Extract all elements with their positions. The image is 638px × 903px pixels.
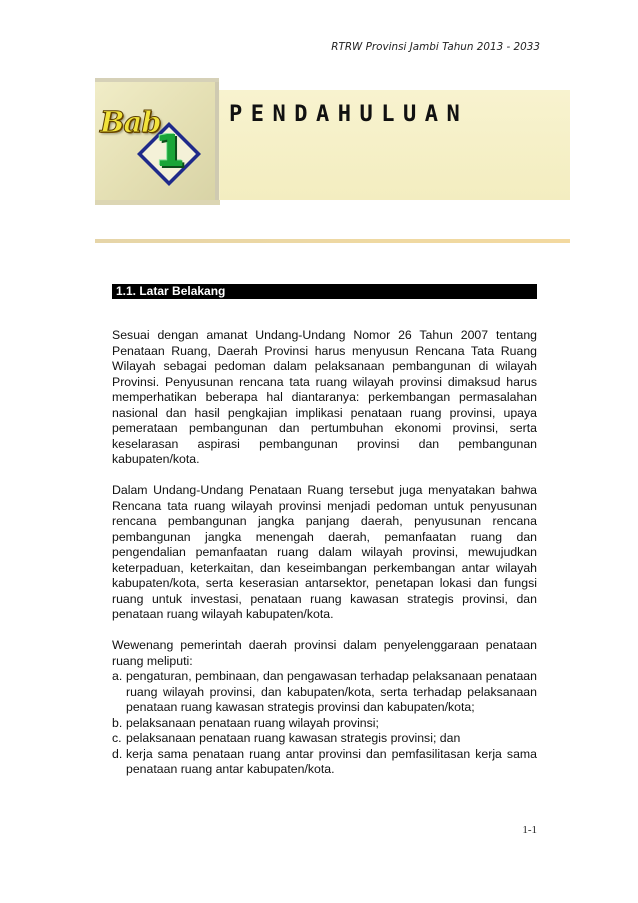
section-heading: 1.1. Latar Belakang [112, 284, 537, 299]
chapter-badge-bottom-edge [95, 200, 220, 205]
list-item-text: kerja sama penataan ruang antar provinsi dan pemfasilitasan kerja sama penataan ruang antar kabupaten/kota. [126, 746, 537, 776]
list-marker: b. [112, 715, 123, 730]
list-item [112, 747, 537, 778]
running-header: RTRW Provinsi Jambi Tahun 2013 - 2033 [331, 41, 540, 53]
authority-list [112, 669, 537, 778]
list-item-text: pelaksanaan penataan ruang kawasan strategis provinsi; dan [126, 731, 461, 745]
chapter-number: 1 [154, 126, 186, 177]
chapter-badge-shadow [215, 78, 219, 203]
list-marker: d. [112, 746, 123, 761]
list-item-text: pengaturan, pembinaan, dan pengawasan terhadap pelaksanaan penataan ruang wilayah provinsi, dan kabupaten/kota, serta terhadap pelaksanaan penataan ruang kawasan strategis provinsi dan kabupaten/kota; [126, 669, 537, 714]
paragraph-2: Dalam Undang-Undang Penataan Ruang tersebut juga menyatakan bahwa Rencana tata ruang wilayah provinsi menjadi pedoman untuk penyusunan rencana pembangunan jangka panjang daerah, penyusunan rencana pembangunan jangka menengah daerah, pemanfaatan ruang dan pengendalian pemanfaatan ruang dalam wilayah provinsi, mewujudkan keterpaduan, keterkaitan, dan keseimbangan perkembangan antar wilayah kabupaten/kota, serta keserasian antarsektor, penetapan lokasi dan fungsi ruang untuk investasi, penataan ruang kawasan strategis provinsi, dan penataan ruang wilayah kabupaten/kota. [112, 483, 537, 621]
list-item [112, 731, 537, 747]
list-item-text: pelaksanaan penataan ruang wilayah provinsi; [126, 715, 379, 730]
paragraph-1: Sesuai dengan amanat Undang-Undang Nomor 26 Tahun 2007 tentang Penataan Ruang, Daerah Provinsi harus menyusun Rencana Tata Ruang Wilayah sebagai pedoman dalam pelaksanaan pembangunan di wilayah Provinsi. Penyusunan rencana tata ruang wilayah provinsi dimaksud harus memperhatikan beberapa hal diantaranya: perkembangan permasalahan nasional dan hasil pengkajian implikasi penataan ruang provinsi, upaya pemerataan pembangunan dan pertumbuhan ekonomi provinsi, serta keselarasan aspirasi pembangunan provinsi dan pembangunan kabupaten/kota. [112, 328, 537, 466]
chapter-bab-label: Bab [100, 105, 161, 139]
list-marker: a. [112, 669, 123, 683]
list-item [112, 716, 537, 732]
chapter-divider [95, 239, 570, 243]
chapter-title: PENDAHULUAN [229, 102, 469, 127]
chapter-badge-top-edge [95, 78, 219, 82]
paragraph-3: Wewenang pemerintah daerah provinsi dalam penyelenggaraan penataan ruang meliputi: [112, 638, 537, 668]
list-item [112, 669, 537, 716]
page-number: 1-1 [522, 824, 537, 836]
list-marker: c. [112, 731, 122, 745]
